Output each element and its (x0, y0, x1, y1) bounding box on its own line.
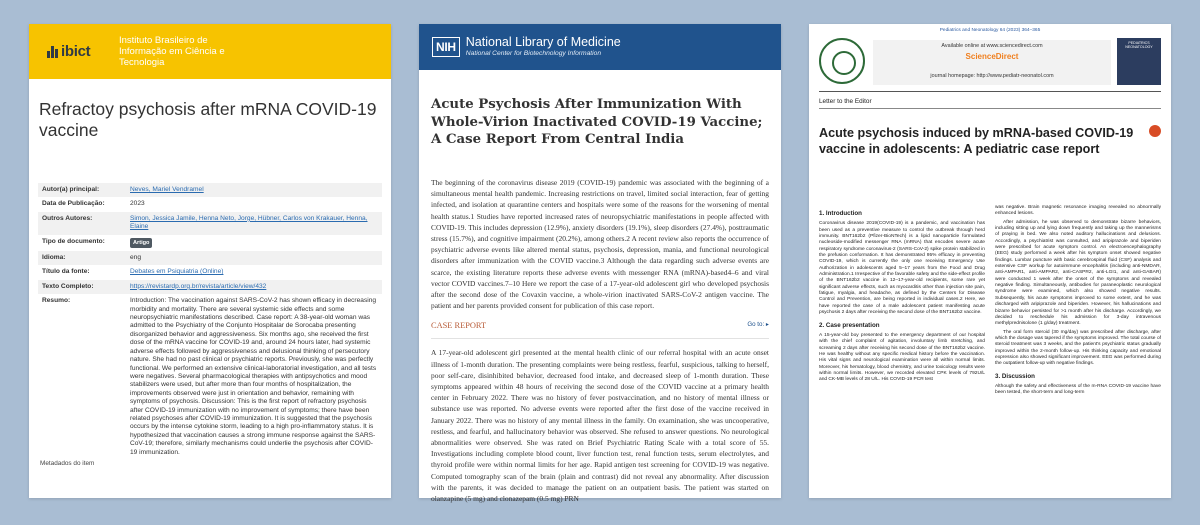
nlm-name: National Library of Medicine (465, 35, 621, 49)
metadata-key: Autor(a) principal: (38, 183, 126, 197)
metadata-key: Texto Completo: (38, 280, 126, 294)
article-title (819, 125, 1161, 205)
metadata-row (38, 265, 382, 279)
goto-link[interactable]: Go to: ▸ (747, 321, 769, 329)
right-column (995, 205, 1161, 399)
metadata-value-cell (126, 183, 382, 197)
available-online-text: Available online at www.sciencedirect.com (941, 43, 1043, 49)
case-report-section-header (431, 321, 769, 339)
ibict-logo[interactable] (47, 43, 119, 60)
metadata-key: Idioma: (38, 251, 126, 265)
introduction-text: Coronavirus disease 2019(COVID-19) is a pandemic, and vaccination has been used as a preventive measure to control the outbreak through herd immunity. BNT162b2 (Pfizer-BioNTech) is a lipid nanoparticle formulated nucleoside-modified messenger RNA (mRNA) that encodes severe acute respiratory syndrome coronavirus-2 (SARS-CoV-2) spike protein stabilized in the prefusion conformation. It has demonstrated 95% efficacy in preventing COVID-19, which is currently the only one receiving Emergency Use Authorization in adolescents aged 5–17 years from the Food and Drug Administration.1 Irrespective of the favorable safety and the side-effect profile of the BNT162b2 vaccine in 12–17-year-old recipients, some rare yet significant adverse effects, such as myocarditis other than injection site pain, fatigue, myalgia, and headache, as defined by the Centers for Disease Control and Prevention, are being reported in individual cases.2 Here, we have reported the case of a male adolescent patient manifesting acute psychosis 2 days after receiving the second dose of the BNT162b2 vaccine. (819, 221, 985, 316)
metadata-row (38, 294, 382, 460)
metadata-row (38, 251, 382, 265)
record-title: Refractoy psychosis after mRNA COVID-19 vaccine (39, 99, 377, 140)
discussion-heading: 3. Discussion (995, 372, 1035, 380)
introduction-heading: 1. Introduction (819, 210, 862, 217)
society-seal-icon (819, 38, 865, 84)
ibict-logo-text: ibict (61, 43, 91, 60)
ibict-record-panel (29, 24, 391, 498)
treatment-text: The oral form steroid (30 mg/day) was prescribed after discharge, after which the dosage was tapered if the symptoms improved. The total course of steroid treatment was 3 weeks, and the patient's psychiatric status gradually improved within the 2-month follow-up. His thinking capacity and emotional expression also showed significant improvement. EEG was performed during the outpatient follow-up with negative findings. (995, 329, 1161, 367)
nlm-header (419, 24, 781, 70)
metadata-value: eng (130, 254, 142, 262)
journal-citation[interactable]: Pediatrics and Neonatology 64 (2023) 364–365 (939, 28, 1041, 33)
journal-header (819, 36, 1161, 92)
metadata-value-cell (126, 197, 382, 211)
metadata-key: Tipo de documento: (42, 237, 105, 245)
metadata-key: Outros Autores: (38, 212, 126, 235)
case-paragraph: A 17-year-old adolescent girl presented at the mental health clinic of our referral hospital with an acute onset illness of 1-month duration. The presenting complaints were being restless, fearful, suspicious, talking to herself, poor self-care, disinhibited behavior, decreased food intake, and decreased sleep of 1-month duration. These symptoms appeared within 48 hours of receiving the second dose of the COVID vaccine at a primary health center in February 2022. There was no history of fever postvaccination, and no history of mental illness or substance use was reported. No adverse events were reported after the first dose of the vaccine received in January 2022. There was no history of any mental illness in the family. On examination, she was uncooperative, restless, and fearful, and hallucinatory behavior was observed. She refused to answer questions. No neurological abnormalities were observed. She was rated on Brief Psychiatric Rating Scale with a total score of 55. Investigations including complete blood count, liver function test, renal function tests, serum electrolytes, and thyroid profile were within normal limits for her age. Rapid antigen test screening for COVID-19 was negative. Computed tomography scan of the brain (plain and contrast) did not reveal any abnormality. After discussion with the parents, it was decided to manage the patient on an outpatient basis. The patient was started on olanzapine (5 mg) and clonazepam (0.5 mg) PRN (431, 348, 769, 504)
nlm-article-panel (419, 24, 781, 504)
case-continued-text: was negative. Brain magnetic resonance imaging revealed no abnormally enhanced lesions. (995, 205, 1161, 217)
cover-title-1: PEDIATRICS (1128, 41, 1150, 45)
nih-logo[interactable]: NIH (432, 37, 460, 57)
metadata-value-cell (126, 251, 382, 265)
institute-name: Instituto Brasileiro de Informação em Ciência e Tecnologia (119, 35, 225, 68)
metadata-value: Introduction: The vaccination against SARS-CoV-2 has shown efficacy in decreasing morbidity and mortality. There are several systemic side effects and some neuropsychiatric manifestations described. Case report: A 38-year-old woman was admitted to the Psychiatry of the Conjunto Hospitalar de Sorocaba presenting disorganized behavior and aggressiveness. Six months ago, she received the first dose of the mRNA vaccine for COVID-19 and, around 24 hours later, had systemic adverse effects followed by aggressiveness and delusional thinking of persecutory nature. She had no past clinical or psychiatric reports. Previously, she was perfectly functional. We performed an extensive clinical-laboratorial investigation, and all tests were negatives. Several pharmacological therapies with antipsychotics and mood stabilizers were used, but after more than four months of hospitalization, the improvements observed were just in orientation and behavior, remaining with symptoms of psychosis. Discussion: This is the first report of refractory psychosis after COVID-19 immunization with no improvement of symptoms; there have been related psychoses after COVID-19 immunization. It is suggested that the psychosis occurs by the intense cytokine storm, leading to a high pro-inflammatory status. It is hypothesized that vaccination causes a strong immune response against the SARS-CoV-19; therefore, similarly mechanisms could underlie the psychosis after COVID-19 immunization. (130, 297, 377, 456)
metadata-table (38, 183, 382, 460)
case-presentation-text: A 15-year-old boy presented to the emergency department of our hospital with the chief complaint of agitation, involuntary limb stretching, and screaming 2 days after receiving his second dose of the BNT162b2 vaccine. He was healthy without any specific medical history before the vaccination. His vital signs and neurological examination were all within normal limits. Moreover, his hematology, blood chemistry, and urine toxicology results were within normal limits. However, we recorded elevated CPK levels of 792U/L and CK-MB levels of 28 U/L. His COVID-19 PCR test (819, 332, 985, 383)
article-body (819, 205, 1161, 399)
metadata-key: Data de Publicação: (42, 200, 105, 208)
metadata-row (38, 212, 382, 235)
metadata-link[interactable]: Debates em Psiquiatria (Online) (130, 268, 224, 276)
section-title: CASE REPORT (431, 321, 487, 331)
metadata-value-cell (126, 212, 382, 235)
metadata-key: Resumo: (42, 297, 71, 305)
case-presentation-heading: 2. Case presentation (819, 321, 880, 329)
crossmark-icon[interactable] (1149, 125, 1161, 137)
journal-homepage-text: journal homepage: http://www.pediatr-neonatol.com (930, 73, 1054, 79)
metadata-row (38, 235, 382, 251)
metadata-row (38, 197, 382, 211)
admission-text: After admission, he was observed to demonstrate bizarre behaviors, including sitting up and lying down frequently and taking up the mannerisms of praying in bed. We also noted auditory hallucinations and delusions. Accordingly, a psychiatrist was consulted, and aripiprazole and biperiden were prescribed for acute symptom control. An electroencephalography (EEG) study performed a week after his symptom onset showed negative findings. Lumbar puncture with basic cerebrospinal fluid (CSF) analysis and extensive CSF workup for autoimmune encephalitis (including anti-NMDAR, anti-AMPAR1, anti-AMPAR2, anti-CASPR2, anti-LGI1, and anti-GABAR) were conducted 1 week after the onset of the symptoms and revealed negative finding. Simultaneously, antibodies for paraneoplastic neurological syndrome were examined, which also showed negative results. Subsequently, his acute symptoms improved to some extent, and he was discharged with aripiprazole and biperiden. However, his hallucinations and bizarre behavior persisted for >1 month after his discharge. Accordingly, we decided to reschedule his admission for 3-day intravenous methylprednisolone (1 g/day) treatment. (995, 219, 1161, 327)
metadata-value: 2023 (130, 200, 145, 208)
sciencedirect-logo: ScienceDirect (965, 52, 1019, 61)
item-metadata-link[interactable]: Metadados do item (40, 460, 95, 467)
journal-article-panel (809, 24, 1171, 498)
cover-title-2: NEONATOLOGY (1125, 45, 1153, 49)
metadata-value-cell (126, 265, 382, 279)
article-title-text: Acute psychosis induced by mRNA-based COVID-19 vaccine in adolescents: A pediatric case report (819, 126, 1134, 157)
ncbi-subtitle: National Center for Biotechnology Information (465, 50, 602, 57)
metadata-value-cell (126, 294, 382, 460)
metadata-link[interactable]: Neves, Mariel Vendramel (130, 186, 204, 193)
journal-cover-image (1117, 38, 1161, 85)
ibict-logo-icon (47, 46, 58, 58)
metadata-row (38, 280, 382, 294)
article-title: Acute Psychosis After Immunization With Whole-Virion Inactivated COVID-19 Vaccine; A Case Report From Central India (431, 97, 763, 147)
metadata-link[interactable]: https://revistardp.org.br/revista/article/view/432 (130, 282, 267, 290)
document-type-badge: Artigo (130, 238, 152, 248)
left-column (819, 205, 985, 399)
metadata-key: Título da fonte: (42, 268, 90, 276)
metadata-link[interactable]: Simon, Jessica Jamile, Henna Neto, Jorge, Hübner, Carlos von Krakauer, Henna, Elaine (130, 214, 368, 231)
metadata-row (38, 183, 382, 197)
intro-paragraph: The beginning of the coronavirus disease 2019 (COVID-19) pandemic was associated with the beginning of a simultaneous mental health pandemic. Increasing restrictions on travel, limited social interaction, fear of getting infected, and isolation at quarantine centers and hospitals were some of the reasons for the worsening of mental health status.1 Studies have reported increased rates of neuropsychiatric manifestations in people affected with COVID-19. This includes depression (12.9%), anxiety disorders (19.1%), sleep disorders (27.4%), posttraumatic stress (15.7%), and cognitive impairment (20.2%), among others.2 A recent review also reports the occurrence of psychiatric adverse events like altered mental status, psychosis, depression, mania, and functional neurological disorders after immunization with the COVID vaccine.3 Although the data regarding such adverse events are scarce, the existing literature reports these adverse events with messenger RNA (mRNA)-based4–6 and viral vector COVID vaccines.7–10 Here we report the case of a 17-year-old adolescent girl who developed psychosis after the second dose of the Covaxin vaccine, a whole-virion inactivated SARS-CoV-2 antigen vaccine. The patient and her parents provided consent for publication of this case report. (431, 178, 769, 311)
journal-info-box (873, 40, 1111, 85)
ibict-header (29, 24, 391, 79)
metadata-value-cell (126, 235, 382, 251)
article-type: Letter to the Editor (819, 98, 1161, 109)
discussion-text: Although the safety and effectiveness of the m-RNA COVID-19 vaccine have been tested, the short-term and long-term (995, 383, 1161, 396)
metadata-value-cell (126, 280, 382, 294)
